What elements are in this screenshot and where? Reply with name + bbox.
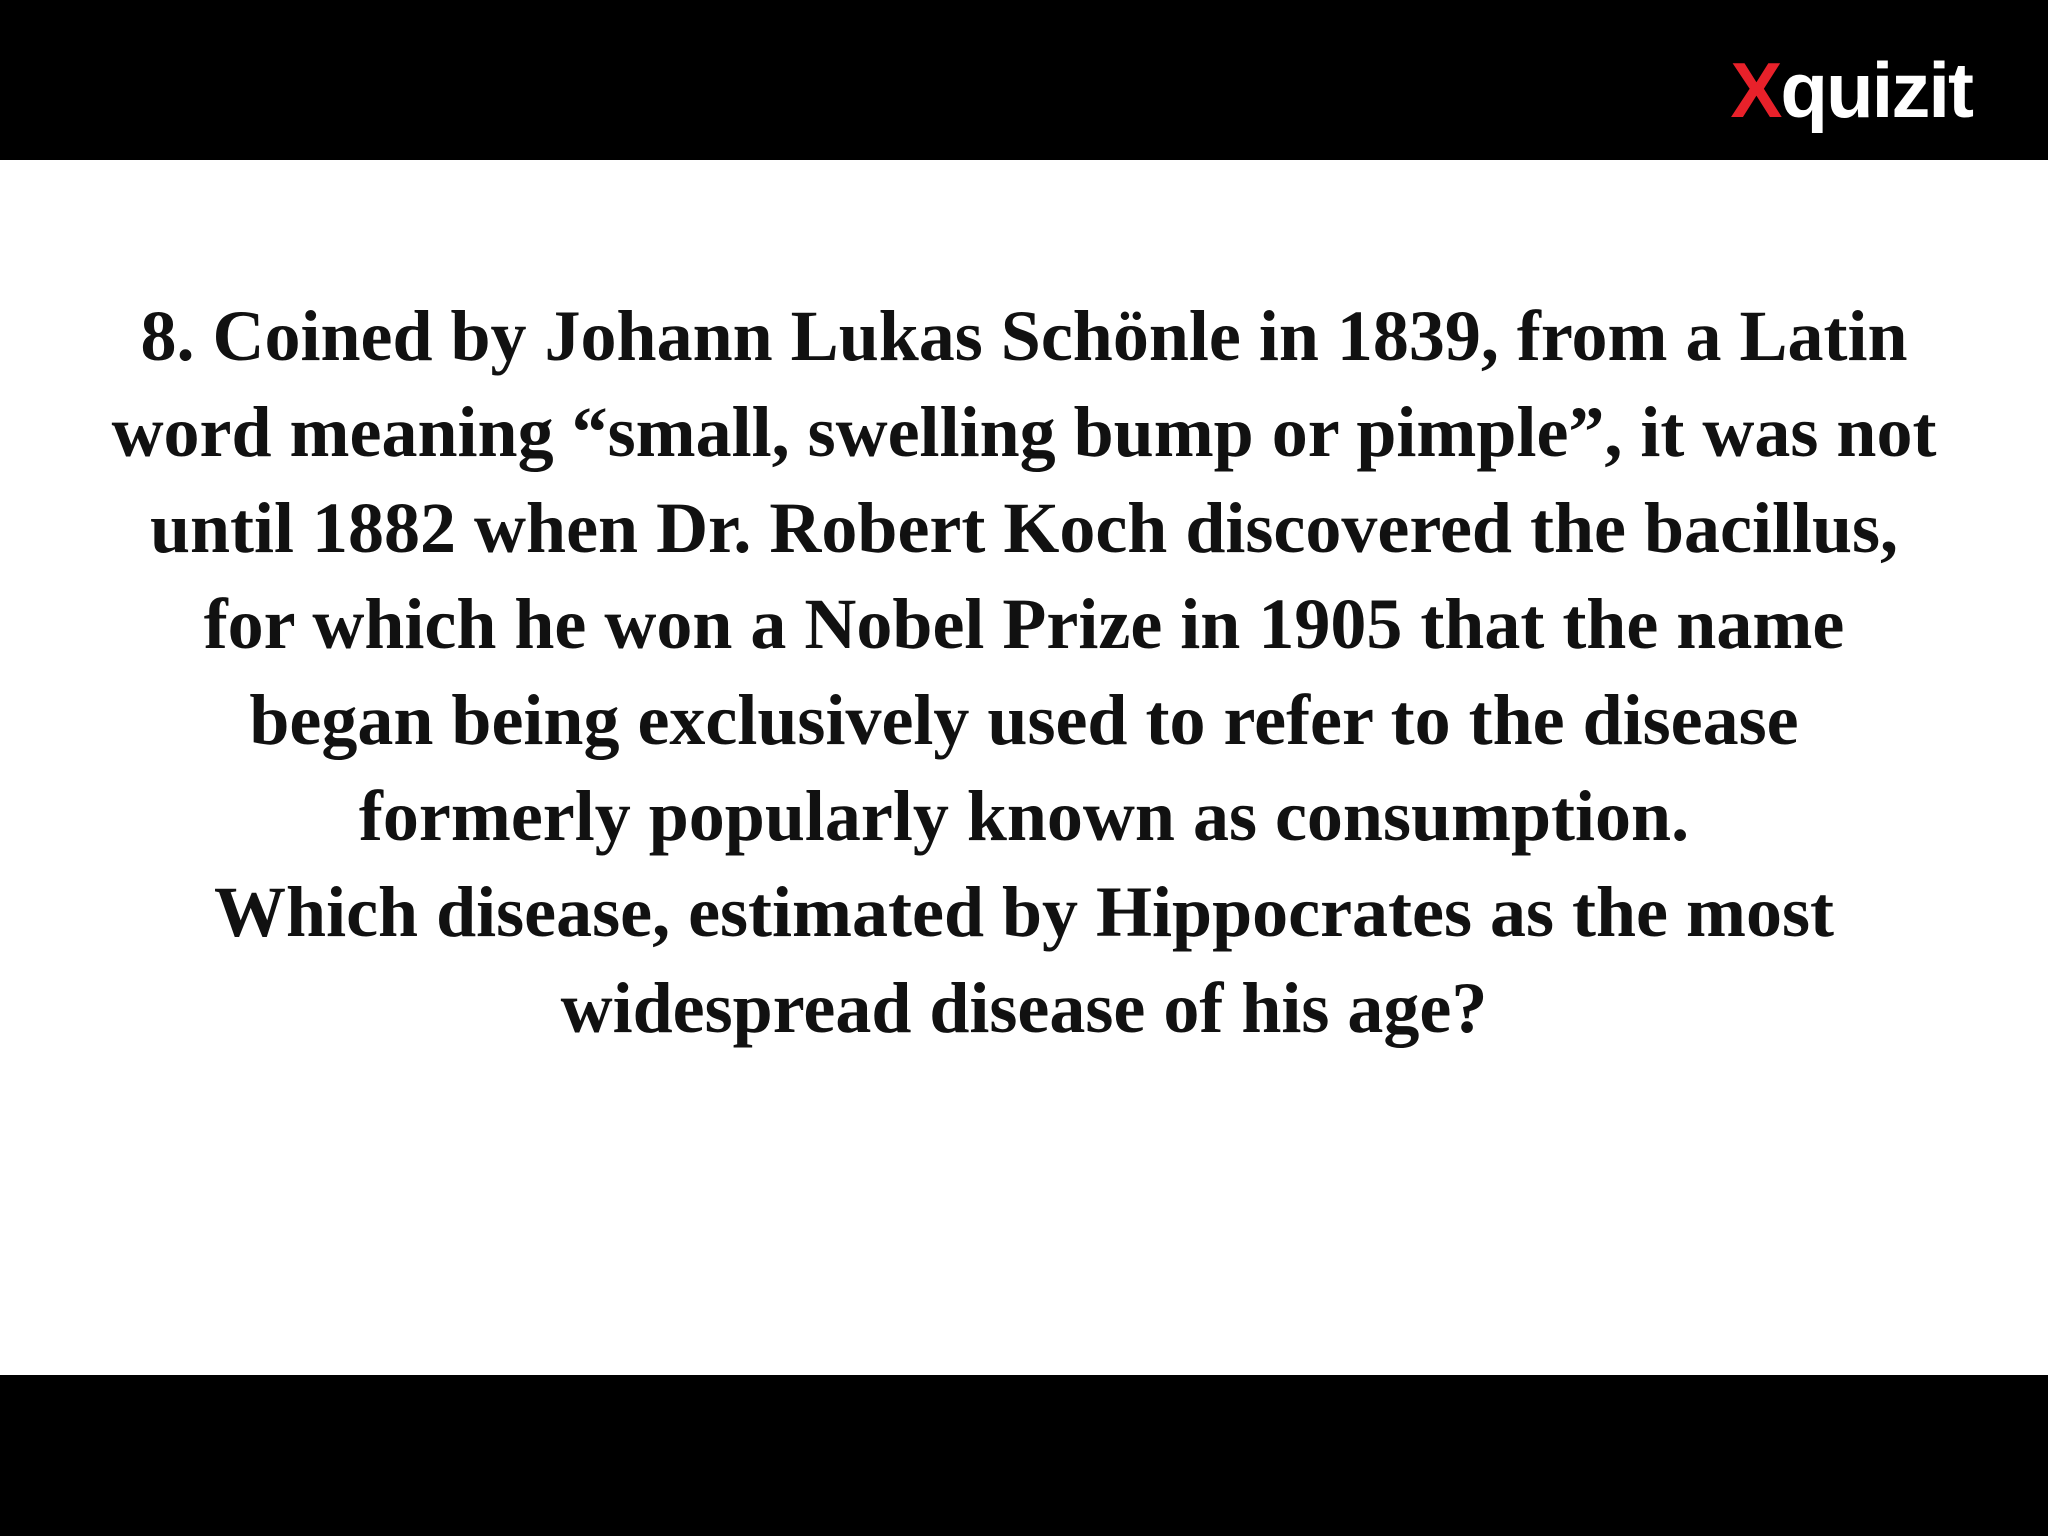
logo-wordmark: quizit (1780, 46, 1972, 134)
question-line: Which disease, estimated by Hippocrates as the most (214, 872, 1834, 952)
xquizit-logo (1730, 46, 1972, 146)
question-line: word meaning “small, swelling bump or pimple”, it was not (111, 392, 1937, 472)
question-line: until 1882 when Dr. Robert Koch discovered the bacillus, (149, 488, 1899, 568)
question-line: formerly popularly known as consumption. (358, 776, 1690, 856)
question-line: 8. Coined by Johann Lukas Schönle in 1839, from a Latin (140, 296, 1908, 376)
question-line: widespread disease of his age? (560, 968, 1488, 1048)
bottom-banner (0, 1375, 2048, 1536)
question-line: began being exclusively used to refer to the disease (249, 680, 1799, 760)
logo-accent-letter: X (1730, 46, 1781, 134)
top-banner (0, 0, 2048, 160)
slide-content (0, 160, 2048, 1375)
question-line: for which he won a Nobel Prize in 1905 that the name (203, 584, 1845, 664)
question-text (16, 288, 2032, 1056)
